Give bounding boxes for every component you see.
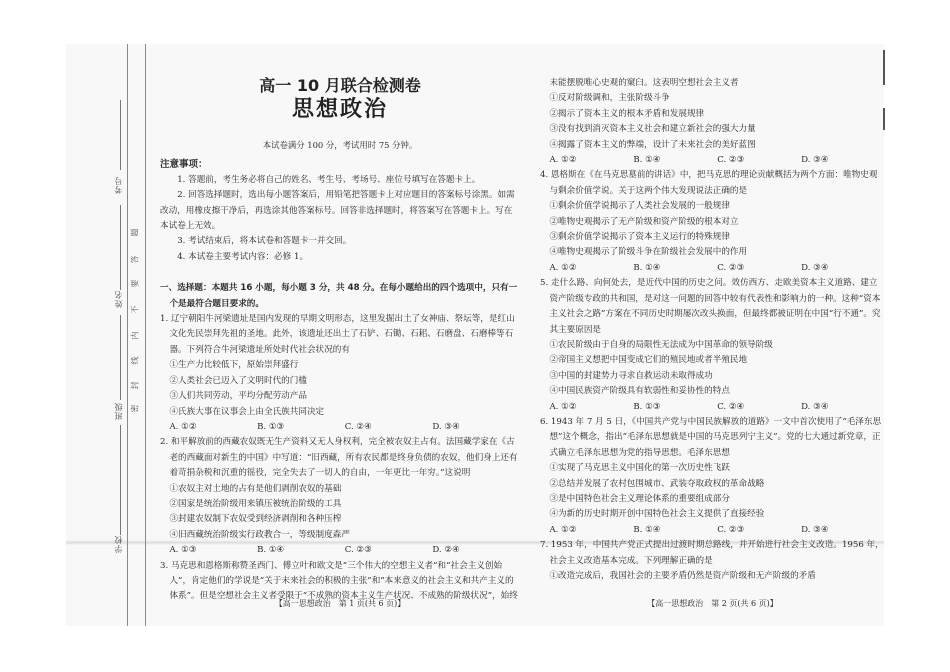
answer-choices (540, 523, 885, 538)
statement-option: ③没有找到消灭资本主义社会和建立新社会的强大力量 (549, 124, 756, 135)
answer-choice-b: B. ①④ (633, 155, 661, 166)
answer-choice-a: A. ①② (549, 401, 577, 412)
name-field-line[interactable] (120, 205, 121, 290)
statement-option: ④为新的历史时期开创中国特色社会主义提供了直接经验 (549, 509, 765, 520)
answer-choices (540, 261, 885, 276)
question-4 (540, 168, 885, 276)
answer-choice-c: C. ②③ (717, 155, 745, 166)
answer-choice-c: C. ②④ (344, 421, 372, 432)
seal-char: 题 (130, 228, 140, 237)
notice-item: 3. 考试结束后，将本试卷和答题卡一并交回。 (177, 236, 352, 247)
statement-option: ②揭示了资本主义的根本矛盾和发展规律 (549, 108, 705, 119)
statement-option: ④氏族大事在议事会上由全氏族共同决定 (169, 406, 325, 417)
statement-option: ③中国的封建势力寻求自救运动未取得成功 (549, 370, 713, 381)
answer-choice-b: B. ①④ (633, 524, 661, 535)
statement-option: ④旧西藏统治阶级实行政教合一，等级制度森严 (169, 529, 350, 540)
statement-option: ①农民阶级由于自身的局限性无法成为中国革命的领导阶级 (549, 339, 773, 350)
binding-line-outer (127, 44, 128, 626)
seal-char: 内 (130, 331, 140, 340)
statement-option: ②国家是统治阶级用来镇压被统治阶级的工具 (169, 498, 342, 509)
answer-choice-d: D. ③④ (801, 401, 829, 412)
seal-char: 不 (130, 305, 140, 314)
statement-option: ①农奴主对土地的占有是他们剥削农奴的基础 (169, 483, 342, 494)
statement-option: ③剩余价值学说揭示了资本主义运行的特殊规律 (549, 232, 730, 243)
answer-choice-a: A. ①② (549, 524, 577, 535)
school-label: 学校 (114, 535, 123, 553)
statement-option: ④中国民族资产阶级具有软弱性和妥协性的特点 (549, 386, 730, 397)
answer-choice-c: C. ②③ (717, 524, 745, 535)
answer-choices (540, 153, 885, 168)
question-stem: 3. 马克思和恩格斯称赞圣西门、傅立叶和欧文是“三个伟大的空想主义者”和“社会主义创始人”，肯定他们的学说是“关于未来社会的积极的主张”和“本来意义的社会主义和共产主义的体系”。但是空想社会主义者受限于“不成熟的资本主义生产状况、不成熟的阶级状况”，始终 (160, 560, 518, 602)
answer-choice-d: D. ②④ (432, 545, 460, 556)
statement-option: ①反对阶级调和，主张阶级斗争 (549, 93, 670, 104)
answer-choice-a: A. ①② (169, 421, 197, 432)
question-stem: 6. 1943 年 7 月 5 日，《中国共产党与中国民族解放的道路》一文中首次使用了“毛泽东思想”这个概念，指出“毛泽东思想就是中国的马克思列宁主义”。党的七大通过新党章，正式确立毛泽东思想为党的指导思想。毛泽东思想 (540, 416, 882, 458)
statement-option: ③封建农奴制下农奴受到经济剥削和各种压榨 (169, 514, 342, 525)
answer-choice-c: C. ②③ (717, 262, 745, 273)
question-stem: 7. 1953 年，中国共产党正式提出过渡时期总路线，并开始进行社会主义改造。1956 年，社会主义改造基本完成。下列理解正确的是 (540, 540, 884, 566)
seal-char: 要 (130, 279, 140, 288)
statement-option: ④揭露了资本主义的弊端，设计了未来社会的美好蓝图 (549, 139, 756, 150)
exam-title: 高一 10 月联合检测卷 (259, 76, 421, 95)
statement-option: ④唯物史观揭示了阶级斗争在阶级社会发展中的作用 (549, 247, 748, 258)
answer-choice-b: B. ①③ (257, 421, 285, 432)
answer-choice-c: C. ②④ (717, 401, 745, 412)
question-stem: 1. 辽宁朝阳牛河梁遗址是国内发现的早期文明形态，这里发掘出土了女神庙、祭坛等，是红山文化先民崇拜先祖的圣地。此外，该遗址还出土了石铲、石锄、石耜、石磨盘、石磨棒等石器。下列符合牛河梁遗址所处时代社会状况的有 (160, 314, 515, 355)
exam-number-field-line[interactable] (120, 100, 121, 170)
seal-char: 密 (130, 404, 140, 413)
exam-info: 本试卷满分 100 分，考试用时 75 分钟。 (262, 140, 418, 150)
class-label: 班级 (114, 402, 123, 420)
answer-choice-d: D. ③④ (432, 421, 460, 432)
notice-item: 4. 本试卷主要考试内容：必修 1。 (177, 251, 309, 262)
page-1-footer: 【高一思想政治 第 1 页(共 6 页)】 (274, 599, 406, 608)
seal-char: 答 (130, 255, 140, 264)
statement-option: ①实现了马克思主义中国化的第一次历史性飞跃 (549, 463, 730, 474)
question-stem: 2. 和平解放前的西藏农奴既无生产资料又无人身权利，完全被农奴主占有。法国藏学家在《古老的西藏面对新生的中国》中写道：“旧西藏，所有农民都是终身负债的农奴，他们身上还有着苛捐杂税和沉重的徭役，完全失去了一切人的自由，一年更比一年穷。”这说明 (160, 437, 518, 479)
statement-option: ②帝国主义想把中国变成它们的殖民地或者半殖民地 (549, 355, 748, 366)
statement-option: ②人类社会已迈入了文明时代的门槛 (169, 375, 307, 386)
subject-title: 思想政治 (291, 97, 388, 122)
seal-char: 线 (130, 356, 140, 365)
statement-option: ①改造完成后，我国社会的主要矛盾仍然是资产阶级和无产阶级的矛盾 (549, 571, 816, 581)
school-field-line[interactable] (120, 425, 121, 535)
statement-option: ②总结并发展了农村包围城市、武装夺取政权的革命战略 (549, 478, 765, 489)
question-5 (540, 276, 885, 415)
answer-choice-b: B. ①③ (633, 401, 661, 412)
question-stem-continued: 未能摆脱唯心史观的窠臼。这表明空想社会主义者 (549, 78, 739, 88)
notice-heading: 注意事项： (160, 159, 208, 171)
question-6 (540, 415, 885, 538)
question-1 (160, 312, 520, 435)
class-field-line[interactable] (120, 315, 121, 400)
question-7 (540, 538, 885, 584)
question-3-part-2 (540, 76, 885, 168)
question-2 (160, 435, 520, 558)
notice-item: 1. 答题前，考生务必将自己的姓名、考生号、考场号、座位号填写在答题卡上。 (177, 174, 481, 185)
answer-choice-a: A. ①② (549, 262, 577, 273)
answer-choice-d: D. ③④ (801, 155, 829, 166)
answer-choice-d: D. ③④ (801, 262, 829, 273)
answer-choice-d: D. ③④ (801, 524, 829, 535)
section-heading: 一、选择题：本题共 16 小题，每小题 3 分，共 48 分。在每小题给出的四个选项中，只有一个是最符合题目要求的。 (160, 283, 518, 309)
seal-char: 封 (130, 381, 140, 390)
page-2-footer: 【高一思想政治 第 2 页(共 6 页)】 (647, 599, 778, 608)
answer-choice-a: A. ①③ (169, 545, 197, 556)
statement-option: ③是中国特色社会主义理论体系的重要组成部分 (549, 493, 730, 504)
statement-option: ①生产力比较低下，原始崇拜盛行 (169, 360, 299, 371)
answer-choice-b: B. ①④ (257, 545, 285, 556)
question-stem: 4. 恩格斯在《在马克思墓前的讲话》中，把马克思的理论贡献概括为两个方面：唯物史观与剩余价值学说。关于这两个伟大发现说法正确的是 (540, 170, 878, 196)
exam-number-label: 考号 (114, 176, 123, 194)
answer-choice-c: C. ②③ (344, 545, 372, 556)
answer-choices (160, 420, 520, 435)
binding-line-inner (145, 44, 146, 626)
answer-choices (160, 543, 520, 558)
statement-option: ③人们共同劳动，平均分配劳动产品 (169, 391, 307, 402)
page-1-column (160, 76, 520, 605)
page-2-column (540, 76, 885, 584)
statement-option: ②唯物史观揭示了无产阶级和资产阶级的根本对立 (549, 216, 739, 227)
notice-item: 2. 回答选择题时，选出每小题答案后，用铅笔把答题卡上对应题目的答案标号涂黑。如需改动，用橡皮擦干净后，再选涂其他答案标号。回答非选择题时，将答案写在答题卡上。写在本试卷上无效。 (160, 190, 515, 232)
name-label: 姓名 (114, 290, 123, 308)
answer-choice-b: B. ①④ (633, 262, 661, 273)
statement-option: ①剩余价值学说揭示了人类社会发展的一般规律 (549, 201, 730, 212)
answer-choices (540, 400, 885, 415)
question-stem: 5. 走什么路、向何处去，是近代中国的历史之问。效仿西方、走欧美资本主义道路、建立资产阶级专政的共和国，是对这一问题的回答中较有代表性和影响力的一种。这种“资本主义社会之路”方案在不同历史时期屡次改头换面，但最终都被证明在中国“行不通”。究其主要原因是 (540, 278, 881, 335)
answer-choice-a: A. ①② (549, 155, 577, 166)
